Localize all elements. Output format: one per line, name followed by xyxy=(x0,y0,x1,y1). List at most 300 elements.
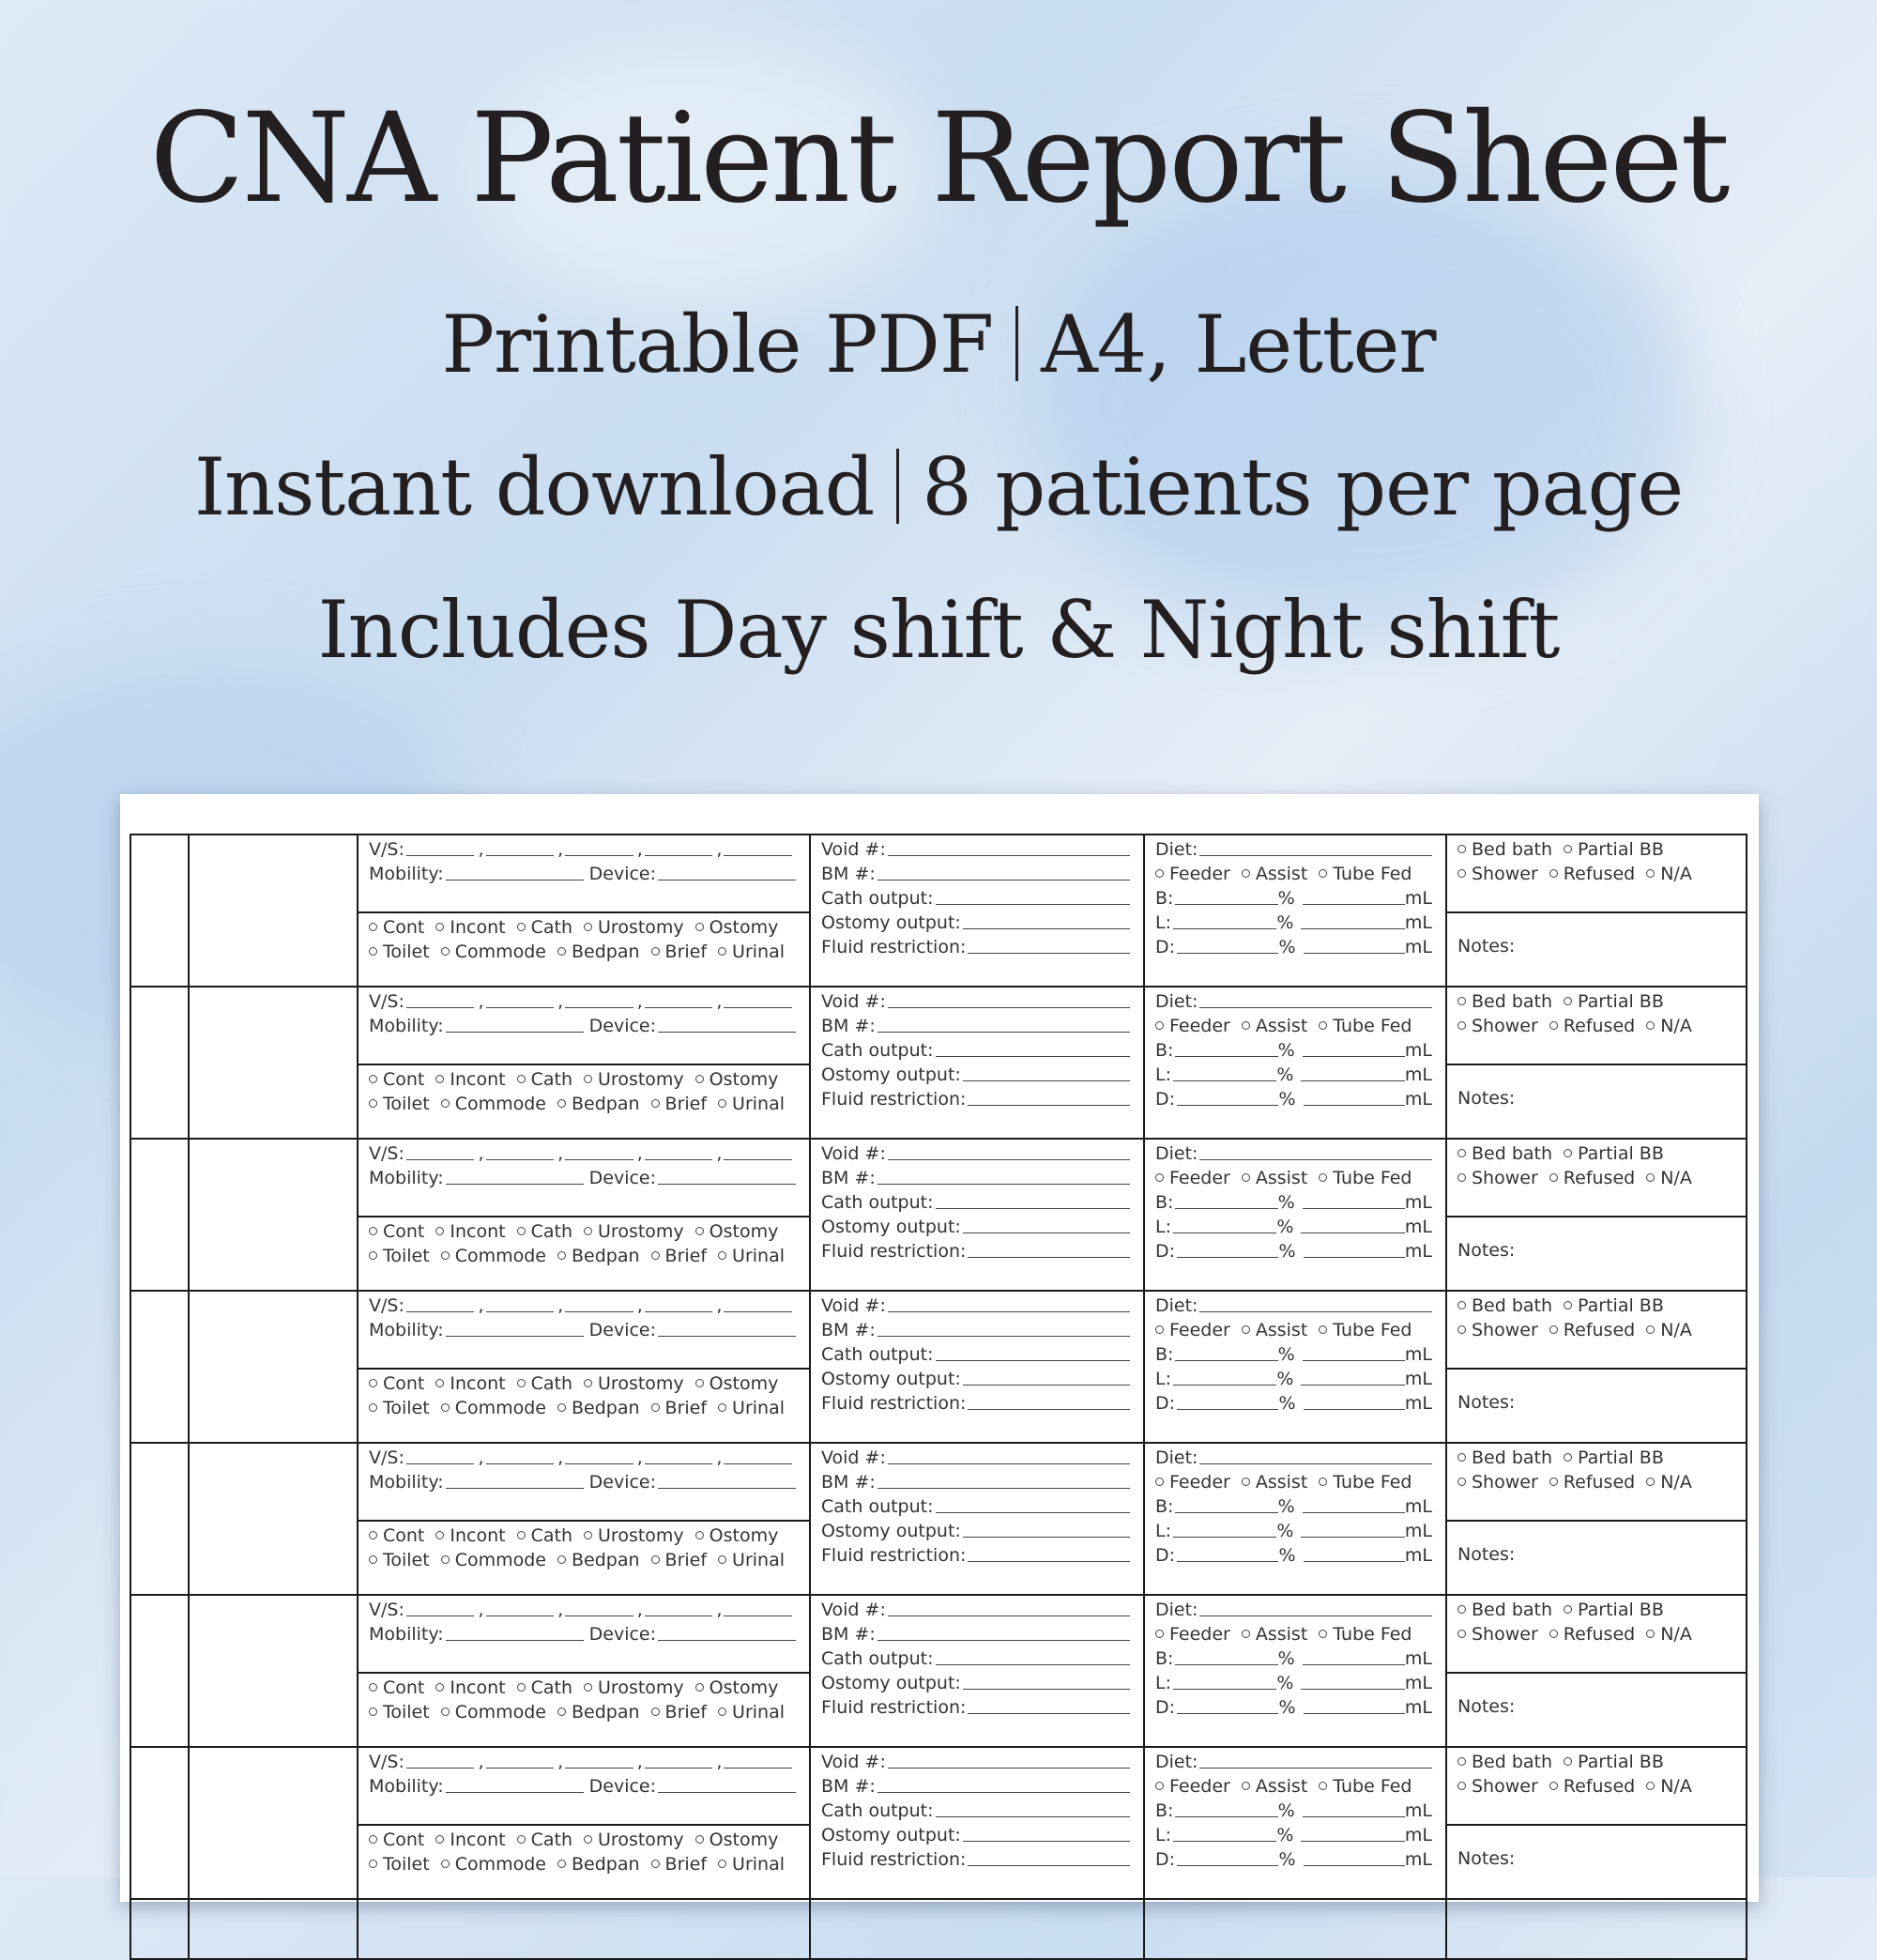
notes-cell[interactable] xyxy=(1446,1064,1747,1139)
ml-unit: mL xyxy=(1404,1495,1432,1517)
mobility-blank[interactable] xyxy=(446,1792,584,1793)
toileting-option[interactable] xyxy=(441,1702,546,1723)
bath-option[interactable] xyxy=(1646,1168,1692,1188)
toileting-option[interactable] xyxy=(651,1854,708,1875)
bath-option[interactable] xyxy=(1457,1776,1538,1797)
toileting-option[interactable] xyxy=(557,1398,640,1418)
feeding-option[interactable] xyxy=(1155,1016,1230,1036)
toileting-options-line xyxy=(359,1394,809,1418)
bath-option[interactable] xyxy=(1549,1016,1635,1036)
bath-option[interactable] xyxy=(1457,1295,1552,1316)
cath-output-blank[interactable] xyxy=(936,1208,1130,1209)
toileting-option[interactable] xyxy=(369,1398,430,1418)
continence-option[interactable] xyxy=(369,1221,424,1242)
feeding-option[interactable] xyxy=(1242,864,1307,884)
toileting-option[interactable] xyxy=(369,942,430,962)
radio-circle-icon xyxy=(1319,1325,1327,1334)
cath-output-blank[interactable] xyxy=(936,1664,1130,1665)
continence-option[interactable] xyxy=(695,1069,779,1090)
notes-cell[interactable] xyxy=(1446,1673,1747,1747)
feeding-option[interactable] xyxy=(1242,1624,1307,1645)
bm-blank[interactable] xyxy=(877,1336,1130,1337)
room-number-cell[interactable] xyxy=(130,835,189,987)
ostomy-output-blank[interactable] xyxy=(963,1080,1130,1081)
continence-option[interactable] xyxy=(435,1373,505,1394)
patient-row xyxy=(130,835,1747,912)
vitals-blank[interactable] xyxy=(645,1463,713,1464)
mobility-blank[interactable] xyxy=(446,1640,584,1641)
bath-option[interactable] xyxy=(1457,1472,1538,1493)
lunch-percent-blank[interactable] xyxy=(1173,1385,1276,1386)
bath-option-label: Refused xyxy=(1563,1471,1636,1493)
lunch-percent-blank[interactable] xyxy=(1173,1841,1276,1842)
toileting-option[interactable] xyxy=(557,1702,640,1723)
notes-cell[interactable] xyxy=(1446,1369,1747,1443)
diet-cell xyxy=(1144,987,1446,1139)
dinner-percent-blank[interactable] xyxy=(1177,1713,1278,1714)
device-blank[interactable] xyxy=(658,1336,796,1337)
toileting-option[interactable] xyxy=(441,942,546,962)
dinner-ml-blank[interactable] xyxy=(1304,1257,1405,1258)
feeding-option[interactable] xyxy=(1242,1776,1307,1797)
vitals-blank[interactable] xyxy=(406,1007,475,1008)
breakfast-ml-blank[interactable] xyxy=(1303,904,1405,905)
toileting-option[interactable] xyxy=(718,1398,785,1418)
continence-option[interactable] xyxy=(517,1525,572,1546)
void-blank[interactable] xyxy=(888,1463,1130,1464)
mobility-blank[interactable] xyxy=(446,1488,584,1489)
cath-output-blank[interactable] xyxy=(936,1512,1130,1513)
continence-option[interactable] xyxy=(517,917,572,938)
vitals-blank[interactable] xyxy=(724,1768,792,1769)
continence-option[interactable] xyxy=(435,1069,505,1090)
feeding-option[interactable] xyxy=(1155,1168,1230,1188)
breakfast-percent-blank[interactable] xyxy=(1175,1360,1277,1361)
bath-option[interactable] xyxy=(1457,1600,1552,1620)
radio-circle-icon xyxy=(441,1555,450,1564)
void-blank[interactable] xyxy=(888,1615,1130,1616)
vitals-blank[interactable] xyxy=(645,1768,713,1769)
toileting-option[interactable] xyxy=(718,1094,785,1114)
vitals-blank[interactable] xyxy=(565,1159,633,1160)
toileting-option[interactable] xyxy=(718,1246,785,1266)
fluid-restriction-blank[interactable] xyxy=(968,953,1130,954)
dinner-ml-blank[interactable] xyxy=(1304,1409,1405,1410)
bath-option[interactable] xyxy=(1646,1472,1692,1493)
patient-name-cell[interactable] xyxy=(189,1595,358,1747)
cath-output-blank[interactable] xyxy=(936,1360,1130,1361)
void-blank[interactable] xyxy=(888,1159,1130,1160)
bath-option[interactable] xyxy=(1564,1295,1664,1316)
feeding-options-line xyxy=(1145,860,1445,884)
continence-option[interactable] xyxy=(584,1525,684,1546)
notes-cell[interactable] xyxy=(1446,1521,1747,1595)
bath-option[interactable] xyxy=(1457,1320,1538,1340)
feeding-option[interactable] xyxy=(1319,864,1412,884)
bath-option[interactable] xyxy=(1564,1752,1664,1772)
vitals-blank[interactable] xyxy=(406,1615,475,1616)
toileting-option[interactable] xyxy=(718,942,785,962)
patient-name-cell[interactable] xyxy=(189,835,358,987)
room-number-cell[interactable] xyxy=(130,1139,189,1291)
toileting-option[interactable] xyxy=(441,1094,546,1114)
continence-option[interactable] xyxy=(369,1525,424,1546)
lunch-ml-blank[interactable] xyxy=(1301,1385,1404,1386)
continence-option[interactable] xyxy=(435,1525,505,1546)
bath-option[interactable] xyxy=(1646,1320,1692,1340)
fluid-restriction-blank[interactable] xyxy=(968,1561,1130,1562)
bath-option[interactable] xyxy=(1457,1752,1552,1772)
diet-blank[interactable] xyxy=(1199,1007,1432,1008)
feeding-option[interactable] xyxy=(1319,1168,1412,1188)
lunch-percent-blank[interactable] xyxy=(1173,1080,1276,1081)
lunch-intake-line xyxy=(1145,1061,1445,1085)
cath-output-blank[interactable] xyxy=(936,1816,1130,1817)
continence-option[interactable] xyxy=(517,1373,572,1394)
notes-cell[interactable] xyxy=(1446,1217,1747,1291)
vitals-blank[interactable] xyxy=(724,1463,792,1464)
vitals-blank[interactable] xyxy=(406,1159,475,1160)
vitals-blank[interactable] xyxy=(565,1615,633,1616)
vitals-blank[interactable] xyxy=(565,1007,633,1008)
continence-options-line xyxy=(359,1826,809,1850)
bm-blank[interactable] xyxy=(877,1184,1130,1185)
void-blank[interactable] xyxy=(888,1768,1130,1769)
bath-option[interactable] xyxy=(1564,991,1664,1012)
patient-name-cell[interactable] xyxy=(189,987,358,1139)
dinner-percent-blank[interactable] xyxy=(1177,1105,1278,1106)
bath-option[interactable] xyxy=(1457,1016,1538,1036)
vitals-blank[interactable] xyxy=(565,1768,633,1769)
lunch-ml-blank[interactable] xyxy=(1301,1689,1404,1690)
feeding-option[interactable] xyxy=(1155,1320,1230,1340)
toileting-options-line xyxy=(359,1242,809,1266)
breakfast-ml-blank[interactable] xyxy=(1303,1816,1405,1817)
toileting-option[interactable] xyxy=(557,1550,640,1570)
bath-option[interactable] xyxy=(1457,839,1552,860)
dinner-percent-blank[interactable] xyxy=(1177,1561,1278,1562)
cath-output-blank[interactable] xyxy=(936,1056,1130,1057)
breakfast-ml-blank[interactable] xyxy=(1303,1056,1405,1057)
toileting-option[interactable] xyxy=(651,942,708,962)
room-number-cell[interactable] xyxy=(130,987,189,1139)
bath-option[interactable] xyxy=(1549,1472,1635,1493)
vitals-blank[interactable] xyxy=(565,1463,633,1464)
vitals-blank[interactable] xyxy=(486,1768,555,1769)
vitals-blank[interactable] xyxy=(486,855,555,856)
dinner-ml-blank[interactable] xyxy=(1304,1865,1405,1866)
cath-output-blank[interactable] xyxy=(936,904,1130,905)
vitals-blank[interactable] xyxy=(724,1311,792,1312)
ostomy-output-line xyxy=(811,1213,1143,1237)
toileting-option[interactable] xyxy=(441,1246,546,1266)
toileting-option[interactable] xyxy=(369,1550,430,1570)
breakfast-percent-blank[interactable] xyxy=(1175,1816,1277,1817)
ostomy-output-label: Ostomy output: xyxy=(821,1824,961,1845)
breakfast-percent-blank[interactable] xyxy=(1175,1512,1277,1513)
continence-option[interactable] xyxy=(517,1221,572,1242)
lunch-ml-blank[interactable] xyxy=(1301,928,1404,929)
continence-option[interactable] xyxy=(369,1830,424,1850)
toileting-option[interactable] xyxy=(718,1550,785,1570)
fluid-restriction-line xyxy=(811,1389,1143,1414)
feeding-option[interactable] xyxy=(1155,864,1230,884)
continence-option[interactable] xyxy=(584,1830,684,1850)
mobility-blank[interactable] xyxy=(446,1032,584,1033)
continence-option[interactable] xyxy=(584,1069,684,1090)
continence-option[interactable] xyxy=(435,1677,505,1698)
patient-name-cell[interactable] xyxy=(189,1291,358,1443)
lunch-ml-blank[interactable] xyxy=(1301,1841,1404,1842)
continence-option[interactable] xyxy=(369,1373,424,1394)
breakfast-percent-blank[interactable] xyxy=(1175,1056,1277,1057)
feeding-option[interactable] xyxy=(1319,1016,1412,1036)
vitals-blank[interactable] xyxy=(565,855,633,856)
continence-option[interactable] xyxy=(695,1830,779,1850)
fluid-restriction-blank[interactable] xyxy=(968,1105,1130,1106)
radio-circle-icon xyxy=(557,1707,566,1716)
toileting-option[interactable] xyxy=(441,1550,546,1570)
toileting-option[interactable] xyxy=(718,1854,785,1875)
continence-option[interactable] xyxy=(435,1221,505,1242)
percent-unit: % xyxy=(1278,1088,1296,1110)
room-number-cell[interactable] xyxy=(130,1595,189,1747)
continence-option[interactable] xyxy=(517,1830,572,1850)
vitals-blank[interactable] xyxy=(724,1615,792,1616)
ostomy-output-blank[interactable] xyxy=(963,1537,1130,1538)
vitals-blank[interactable] xyxy=(486,1159,555,1160)
void-blank[interactable] xyxy=(888,1007,1130,1008)
mobility-blank[interactable] xyxy=(446,1184,584,1185)
bath-option[interactable] xyxy=(1564,839,1664,860)
diet-blank[interactable] xyxy=(1199,1311,1432,1312)
toileting-option[interactable] xyxy=(369,1854,430,1875)
device-blank[interactable] xyxy=(658,1184,796,1185)
bm-blank[interactable] xyxy=(877,1488,1130,1489)
dinner-percent-blank[interactable] xyxy=(1177,1409,1278,1410)
bath-option[interactable] xyxy=(1549,1168,1635,1188)
toileting-option[interactable] xyxy=(557,1094,640,1114)
vitals-blank[interactable] xyxy=(486,1311,555,1312)
room-number-cell[interactable] xyxy=(130,1443,189,1595)
continence-option[interactable] xyxy=(584,917,684,938)
bath-option[interactable] xyxy=(1457,1143,1552,1164)
vitals-blank[interactable] xyxy=(645,1159,713,1160)
ostomy-output-blank[interactable] xyxy=(963,1841,1130,1842)
toileting-option[interactable] xyxy=(441,1854,546,1875)
bath-option[interactable] xyxy=(1457,864,1538,884)
bath-option[interactable] xyxy=(1457,1168,1538,1188)
vitals-blank[interactable] xyxy=(645,1311,713,1312)
diet-blank[interactable] xyxy=(1199,855,1432,856)
vitals-blank[interactable] xyxy=(645,855,713,856)
bath-option[interactable] xyxy=(1564,1143,1664,1164)
continence-option[interactable] xyxy=(435,1830,505,1850)
feeding-option[interactable] xyxy=(1155,1624,1230,1645)
breakfast-percent-blank[interactable] xyxy=(1175,1208,1277,1209)
bath-option[interactable] xyxy=(1646,1016,1692,1036)
vitals-blank[interactable] xyxy=(565,1311,633,1312)
vitals-blank[interactable] xyxy=(406,855,475,856)
device-blank[interactable] xyxy=(658,1792,796,1793)
diet-blank[interactable] xyxy=(1199,1615,1432,1616)
continence-option[interactable] xyxy=(369,1677,424,1698)
breakfast-percent-blank[interactable] xyxy=(1175,1664,1277,1665)
continence-option[interactable] xyxy=(695,1373,779,1394)
device-blank[interactable] xyxy=(658,1640,796,1641)
bath-option[interactable] xyxy=(1564,1600,1664,1620)
fluid-restriction-blank[interactable] xyxy=(968,1257,1130,1258)
toileting-option[interactable] xyxy=(557,942,640,962)
dinner-percent-blank[interactable] xyxy=(1177,953,1278,954)
ostomy-output-blank[interactable] xyxy=(963,1385,1130,1386)
device-blank[interactable] xyxy=(658,1488,796,1489)
continence-option[interactable] xyxy=(584,1221,684,1242)
vitals-mobility-cell xyxy=(358,1291,810,1369)
fluid-restriction-blank[interactable] xyxy=(968,1865,1130,1866)
toileting-option[interactable] xyxy=(369,1094,430,1114)
continence-option[interactable] xyxy=(695,917,779,938)
continence-option[interactable] xyxy=(517,1677,572,1698)
toileting-option[interactable] xyxy=(651,1398,708,1418)
breakfast-ml-blank[interactable] xyxy=(1303,1512,1405,1513)
toileting-option[interactable] xyxy=(557,1246,640,1266)
vitals-blank[interactable] xyxy=(645,1007,713,1008)
toileting-option[interactable] xyxy=(718,1702,785,1723)
feeding-option[interactable] xyxy=(1242,1320,1307,1340)
lunch-percent-blank[interactable] xyxy=(1173,1537,1276,1538)
patient-name-cell[interactable] xyxy=(189,1747,358,1899)
dinner-percent-blank[interactable] xyxy=(1177,1257,1278,1258)
feeding-options-line xyxy=(1145,1012,1445,1036)
percent-unit: % xyxy=(1276,1064,1294,1085)
elimination-cell xyxy=(358,1217,810,1291)
diet-blank[interactable] xyxy=(1199,1768,1432,1769)
dinner-ml-blank[interactable] xyxy=(1304,1105,1405,1106)
feeding-option[interactable] xyxy=(1319,1776,1412,1797)
bm-blank[interactable] xyxy=(877,1792,1130,1793)
bath-option[interactable] xyxy=(1549,1776,1635,1797)
toileting-option[interactable] xyxy=(651,1550,708,1570)
device-label: Device: xyxy=(588,1471,657,1493)
feeding-option[interactable] xyxy=(1319,1624,1412,1645)
toileting-option[interactable] xyxy=(651,1702,708,1723)
continence-option-label: Ostomy xyxy=(709,1829,779,1850)
toileting-option[interactable] xyxy=(441,1398,546,1418)
breakfast-ml-blank[interactable] xyxy=(1303,1208,1405,1209)
device-blank[interactable] xyxy=(658,1032,796,1033)
bath-option[interactable] xyxy=(1646,1624,1692,1645)
continence-option[interactable] xyxy=(584,1373,684,1394)
vitals-blank[interactable] xyxy=(406,1463,475,1464)
breakfast-ml-blank[interactable] xyxy=(1303,1664,1405,1665)
feeding-option[interactable] xyxy=(1242,1168,1307,1188)
bath-option[interactable] xyxy=(1549,864,1635,884)
continence-option[interactable] xyxy=(695,1221,779,1242)
bath-option[interactable] xyxy=(1457,1447,1552,1468)
continence-option[interactable] xyxy=(517,1069,572,1090)
continence-option[interactable] xyxy=(435,917,505,938)
breakfast-ml-blank[interactable] xyxy=(1303,1360,1405,1361)
lunch-ml-blank[interactable] xyxy=(1301,1080,1404,1081)
fluid-restriction-blank[interactable] xyxy=(968,1713,1130,1714)
toileting-option[interactable] xyxy=(369,1246,430,1266)
vitals-blank[interactable] xyxy=(406,1768,475,1769)
feeding-option[interactable] xyxy=(1319,1472,1412,1493)
dinner-ml-blank[interactable] xyxy=(1304,1713,1405,1714)
dinner-percent-blank[interactable] xyxy=(1177,1865,1278,1866)
continence-option[interactable] xyxy=(695,1525,779,1546)
room-number-cell[interactable] xyxy=(130,1291,189,1443)
bath-option[interactable] xyxy=(1549,1624,1635,1645)
continence-option-label: Urostomy xyxy=(598,1829,684,1850)
bath-option[interactable] xyxy=(1646,864,1692,884)
diet-blank[interactable] xyxy=(1199,1463,1432,1464)
void-blank[interactable] xyxy=(888,1311,1130,1312)
room-number-cell[interactable] xyxy=(130,1747,189,1899)
notes-cell[interactable] xyxy=(1446,1825,1747,1899)
toileting-option[interactable] xyxy=(651,1246,708,1266)
lunch-percent-blank[interactable] xyxy=(1173,1689,1276,1690)
bm-blank[interactable] xyxy=(877,1640,1130,1641)
bath-option[interactable] xyxy=(1457,991,1552,1012)
bm-blank[interactable] xyxy=(877,1032,1130,1033)
toileting-option[interactable] xyxy=(557,1854,640,1875)
fluid-restriction-blank[interactable] xyxy=(968,1409,1130,1410)
bath-option[interactable] xyxy=(1564,1447,1664,1468)
ostomy-output-blank[interactable] xyxy=(963,928,1130,929)
feeding-option[interactable] xyxy=(1319,1320,1412,1340)
feeding-option[interactable] xyxy=(1242,1016,1307,1036)
vitals-blank[interactable] xyxy=(724,1159,792,1160)
continence-option[interactable] xyxy=(584,1677,684,1698)
bath-option[interactable] xyxy=(1457,1624,1538,1645)
lunch-percent-blank[interactable] xyxy=(1173,928,1276,929)
patient-name-cell[interactable] xyxy=(189,1139,358,1291)
continence-option[interactable] xyxy=(695,1677,779,1698)
vitals-blank[interactable] xyxy=(486,1463,555,1464)
vitals-blank[interactable] xyxy=(406,1311,475,1312)
feeding-option[interactable] xyxy=(1155,1472,1230,1493)
void-blank[interactable] xyxy=(888,855,1130,856)
patient-name-cell[interactable] xyxy=(189,1443,358,1595)
vitals-blank[interactable] xyxy=(645,1615,713,1616)
diet-blank[interactable] xyxy=(1199,1159,1432,1160)
mobility-blank[interactable] xyxy=(446,1336,584,1337)
dinner-ml-blank[interactable] xyxy=(1304,1561,1405,1562)
feeding-option[interactable] xyxy=(1155,1776,1230,1797)
feeding-option[interactable] xyxy=(1242,1472,1307,1493)
vitals-blank[interactable] xyxy=(724,1007,792,1008)
radio-circle-icon xyxy=(1319,869,1327,878)
toileting-option[interactable] xyxy=(651,1094,708,1114)
dinner-ml-blank[interactable] xyxy=(1304,953,1405,954)
vitals-blank[interactable] xyxy=(486,1007,555,1008)
mobility-label: Mobility: xyxy=(369,1319,444,1340)
notes-cell[interactable] xyxy=(1446,912,1747,987)
continence-options-line xyxy=(359,1217,809,1242)
vitals-blank[interactable] xyxy=(724,855,792,856)
breakfast-percent-blank[interactable] xyxy=(1175,904,1277,905)
bath-option[interactable] xyxy=(1549,1320,1635,1340)
toileting-option[interactable] xyxy=(369,1702,430,1723)
bath-option[interactable] xyxy=(1646,1776,1692,1797)
lunch-ml-blank[interactable] xyxy=(1301,1537,1404,1538)
ostomy-output-blank[interactable] xyxy=(963,1689,1130,1690)
continence-option[interactable] xyxy=(369,1069,424,1090)
vitals-blank[interactable] xyxy=(486,1615,555,1616)
continence-option[interactable] xyxy=(369,917,424,938)
